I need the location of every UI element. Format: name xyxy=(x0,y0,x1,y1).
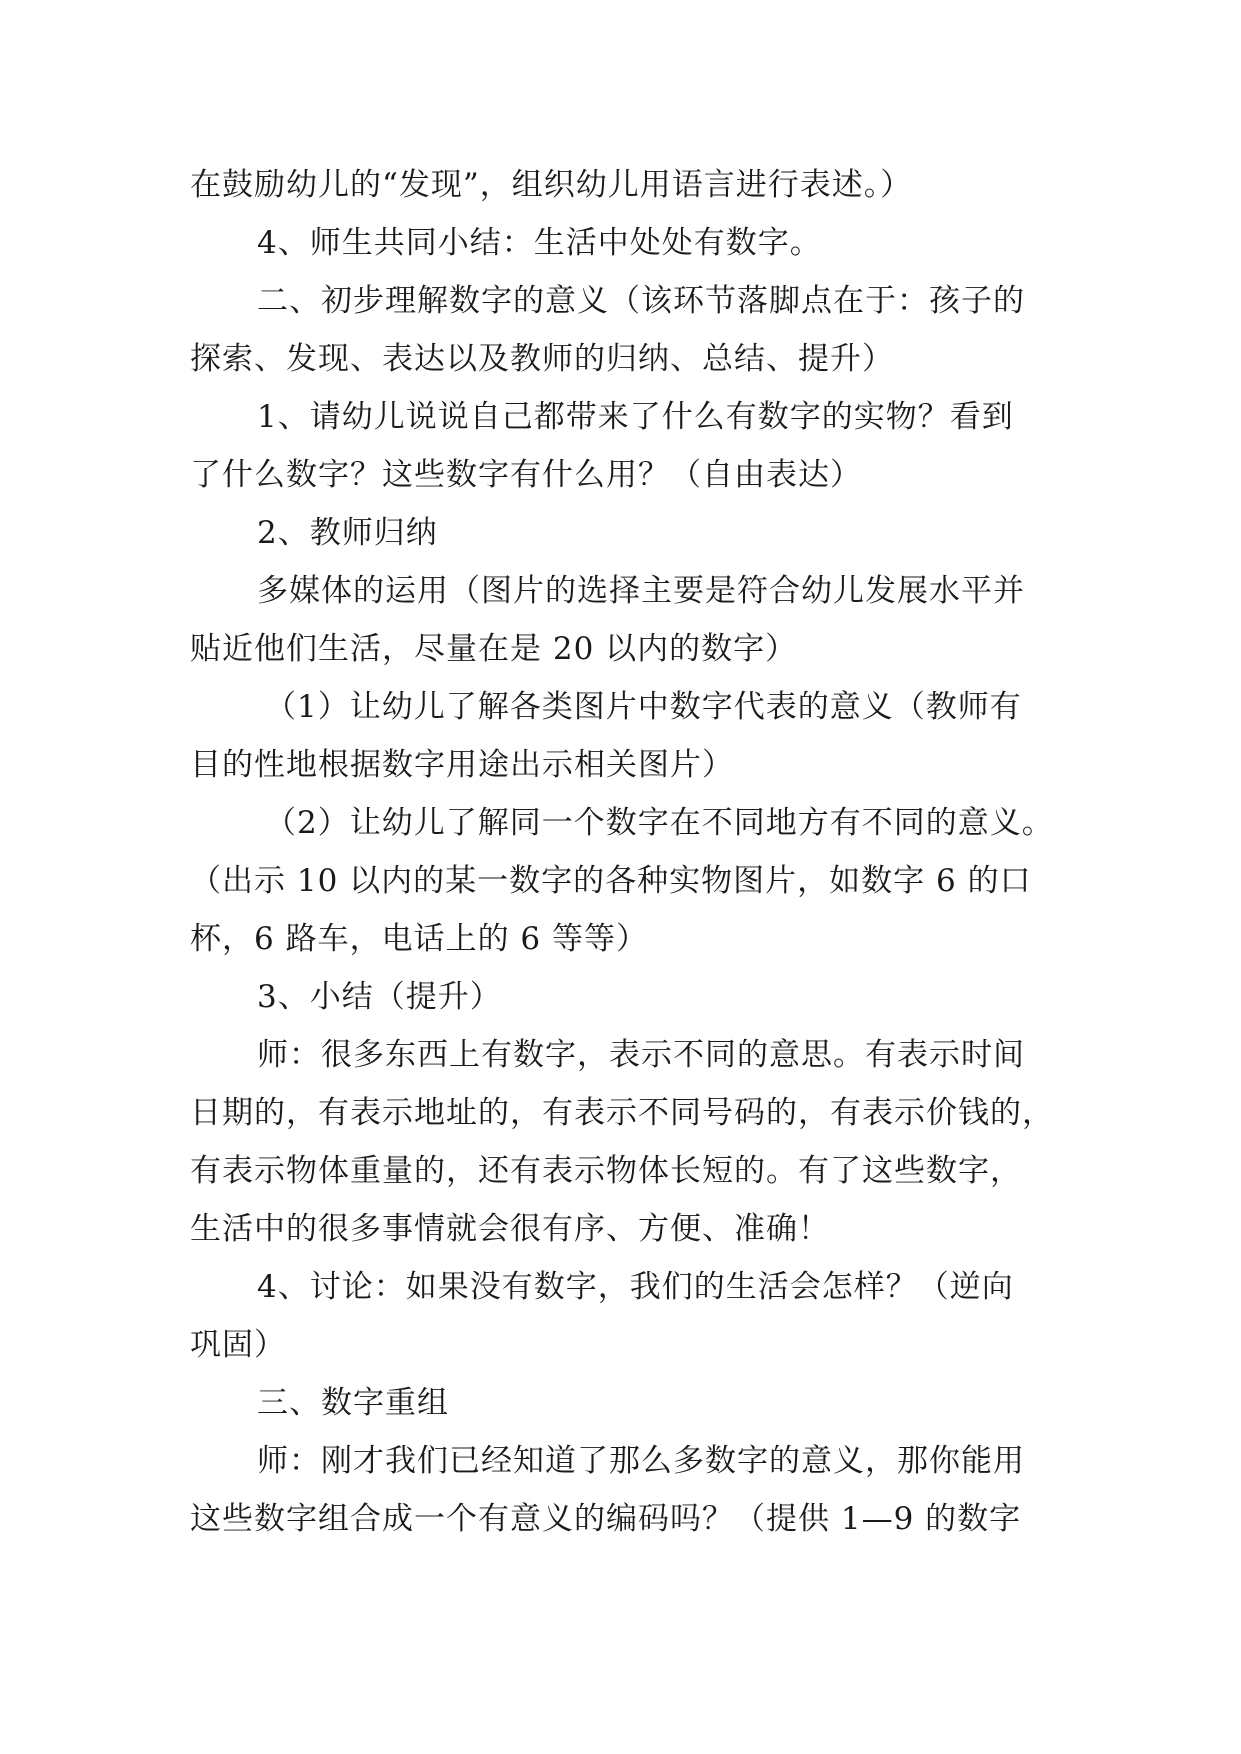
text-line-21: 巩固） xyxy=(190,1327,286,1363)
text-line-14: 杯，6 路车，电话上的 6 等等） xyxy=(190,921,649,957)
text-line-12: （2）让幼儿了解同一个数字在不同地方有不同的意义。 xyxy=(265,805,1054,841)
text-line-6: 了什么数字？这些数字有什么用？（自由表达） xyxy=(190,457,862,493)
text-line-7: 2、教师归纳 xyxy=(257,515,438,551)
text-line-17: 日期的，有表示地址的，有表示不同号码的，有表示价钱的， xyxy=(190,1095,1054,1131)
text-line-5: 1、请幼儿说说自己都带来了什么有数字的实物？看到 xyxy=(257,399,1014,435)
text-line-11: 目的性地根据数字用途出示相关图片） xyxy=(190,747,734,783)
text-line-8: 多媒体的运用（图片的选择主要是符合幼儿发展水平并 xyxy=(257,573,1025,609)
text-line-4: 探索、发现、表达以及教师的归纳、总结、提升） xyxy=(190,341,894,377)
text-line-13: （出示 10 以内的某一数字的各种实物图片，如数字 6 的口 xyxy=(190,863,1032,899)
text-line-3: 二、初步理解数字的意义（该环节落脚点在于：孩子的 xyxy=(257,283,1025,319)
text-line-15: 3、小结（提升） xyxy=(257,979,502,1015)
text-line-9: 贴近他们生活，尽量在是 20 以内的数字） xyxy=(190,631,798,667)
text-line-23: 师：刚才我们已经知道了那么多数字的意义，那你能用 xyxy=(257,1443,1025,1479)
text-line-1: 在鼓励幼儿的“发现”，组织幼儿用语言进行表述。） xyxy=(190,167,913,203)
text-line-16: 师：很多东西上有数字，表示不同的意思。有表示时间 xyxy=(257,1037,1025,1073)
text-line-22: 三、数字重组 xyxy=(257,1385,449,1421)
text-line-20: 4、讨论：如果没有数字，我们的生活会怎样？（逆向 xyxy=(257,1269,1014,1305)
text-line-19: 生活中的很多事情就会很有序、方便、准确！ xyxy=(190,1211,830,1247)
text-line-10: （1）让幼儿了解各类图片中数字代表的意义（教师有 xyxy=(265,689,1022,725)
text-line-2: 4、师生共同小结：生活中处处有数字。 xyxy=(257,225,822,261)
text-line-18: 有表示物体重量的，还有表示物体长短的。有了这些数字， xyxy=(190,1153,1022,1189)
text-line-24: 这些数字组合成一个有意义的编码吗？（提供 1—9 的数字 xyxy=(190,1501,1022,1537)
